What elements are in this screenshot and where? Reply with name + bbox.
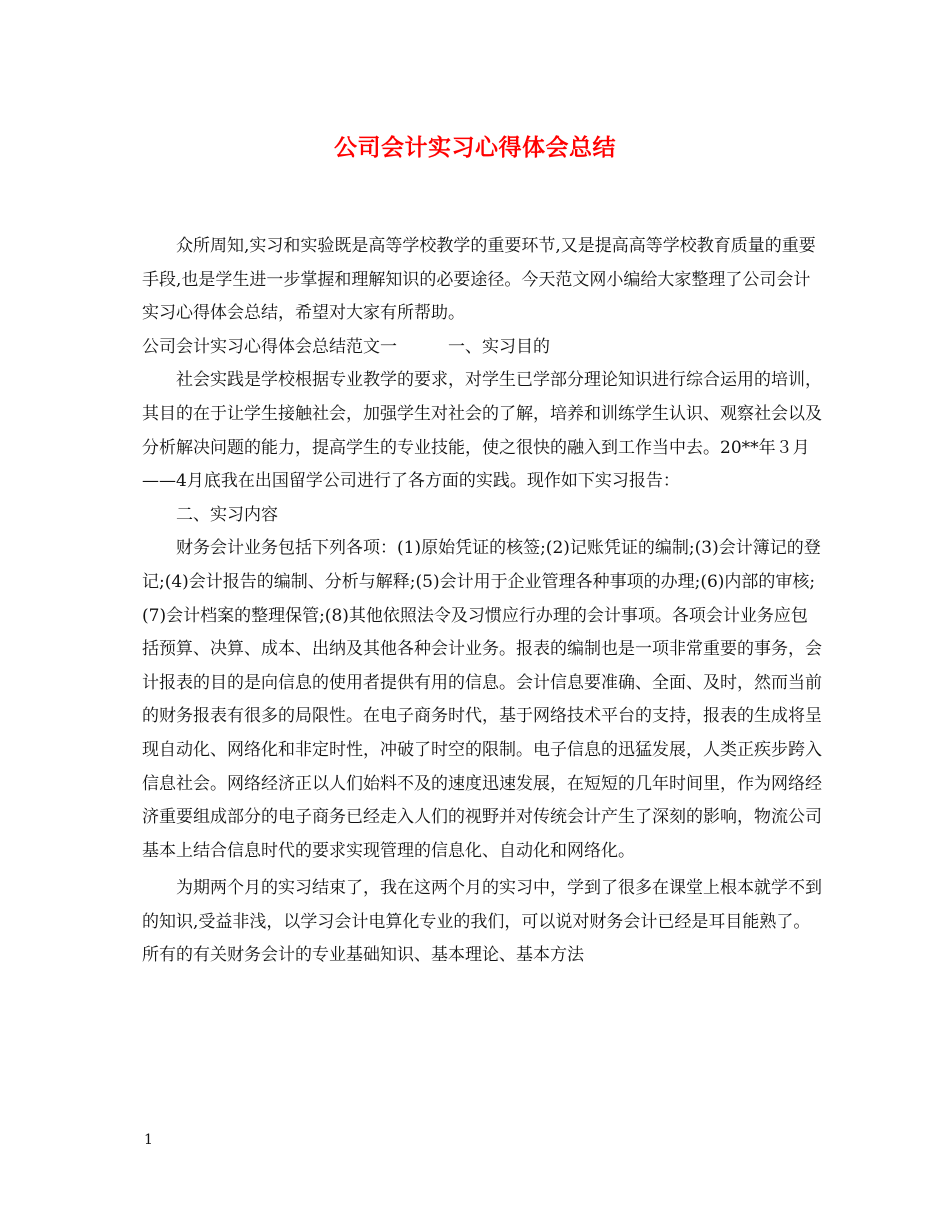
paragraph-purpose: 社会实践是学校根据专业教学的要求，对学生已学部分理论知识进行综合运用的培训，其目的在于让学生接触社会，加强学生对社会的了解，培养和训练学生认识、观察社会以及分析解决问题的能力，提高学生的专业技能，使之很快的融入到工作当中去。20**年３月——4月底我在出国留学公司进行了各方面的实践。现作如下实习报告： <box>142 370 822 492</box>
document-body <box>142 230 822 973</box>
paragraph-content: 财务会计业务包括下列各项：(1)原始凭证的核签;(2)记账凭证的编制;(3)会计簿记的登记;(4)会计报告的编制、分析与解释;(5)会计用于企业管理各种事项的办理;(6)内部的审核;(7)会计档案的整理保管;(8)其他依照法令及习惯应行办理的会计事项。各项会计业务应包括预算、决算、成本、出纳及其他各种会计业务。报表的编制也是一项非常重要的事务，会计报表的目的是向信息的使用者提供有用的信息。会计信息要准确、全面、及时，然而当前的财务报表有很多的局限性。在电子商务时代，基于网络技术平台的支持，报表的生成将呈现自动化、网络化和非定时性，冲破了时空的限制。电子信息的迅猛发展，人类正疾步跨入信息社会。网络经济正以人们始料不及的速度迅速发展，在短短的几年时间里，作为网络经济重要组成部分的电子商务已经走入人们的视野并对传统会计产生了深刻的影响，物流公司基本上结合信息时代的要求实现管理的信息化、自动化和网络化。 <box>142 538 822 861</box>
paragraph-intro: 众所周知,实习和实验既是高等学校教学的重要环节,又是提高高等学校教育质量的重要手段,也是学生进一步掌握和理解知识的必要途径。今天范文网小编给大家整理了公司会计实习心得体会总结，希望对大家有所帮助。 <box>142 236 816 324</box>
page-number: 1 <box>144 1132 153 1148</box>
content-heading: 二、实习内容 <box>176 504 278 525</box>
document-title: 公司会计实习心得体会总结 <box>334 134 616 161</box>
section-heading: 公司会计实习心得体会总结范文一 一、实习目的 <box>142 336 550 357</box>
paragraph-conclusion: 为期两个月的实习结束了，我在这两个月的实习中，学到了很多在课堂上根本就学不到的知识,受益非浅，以学习会计电算化专业的我们，可以说对财务会计已经是耳目能熟了。所有的有关财务会计的专业基础知识、基本理论、基本方法 <box>142 878 822 966</box>
